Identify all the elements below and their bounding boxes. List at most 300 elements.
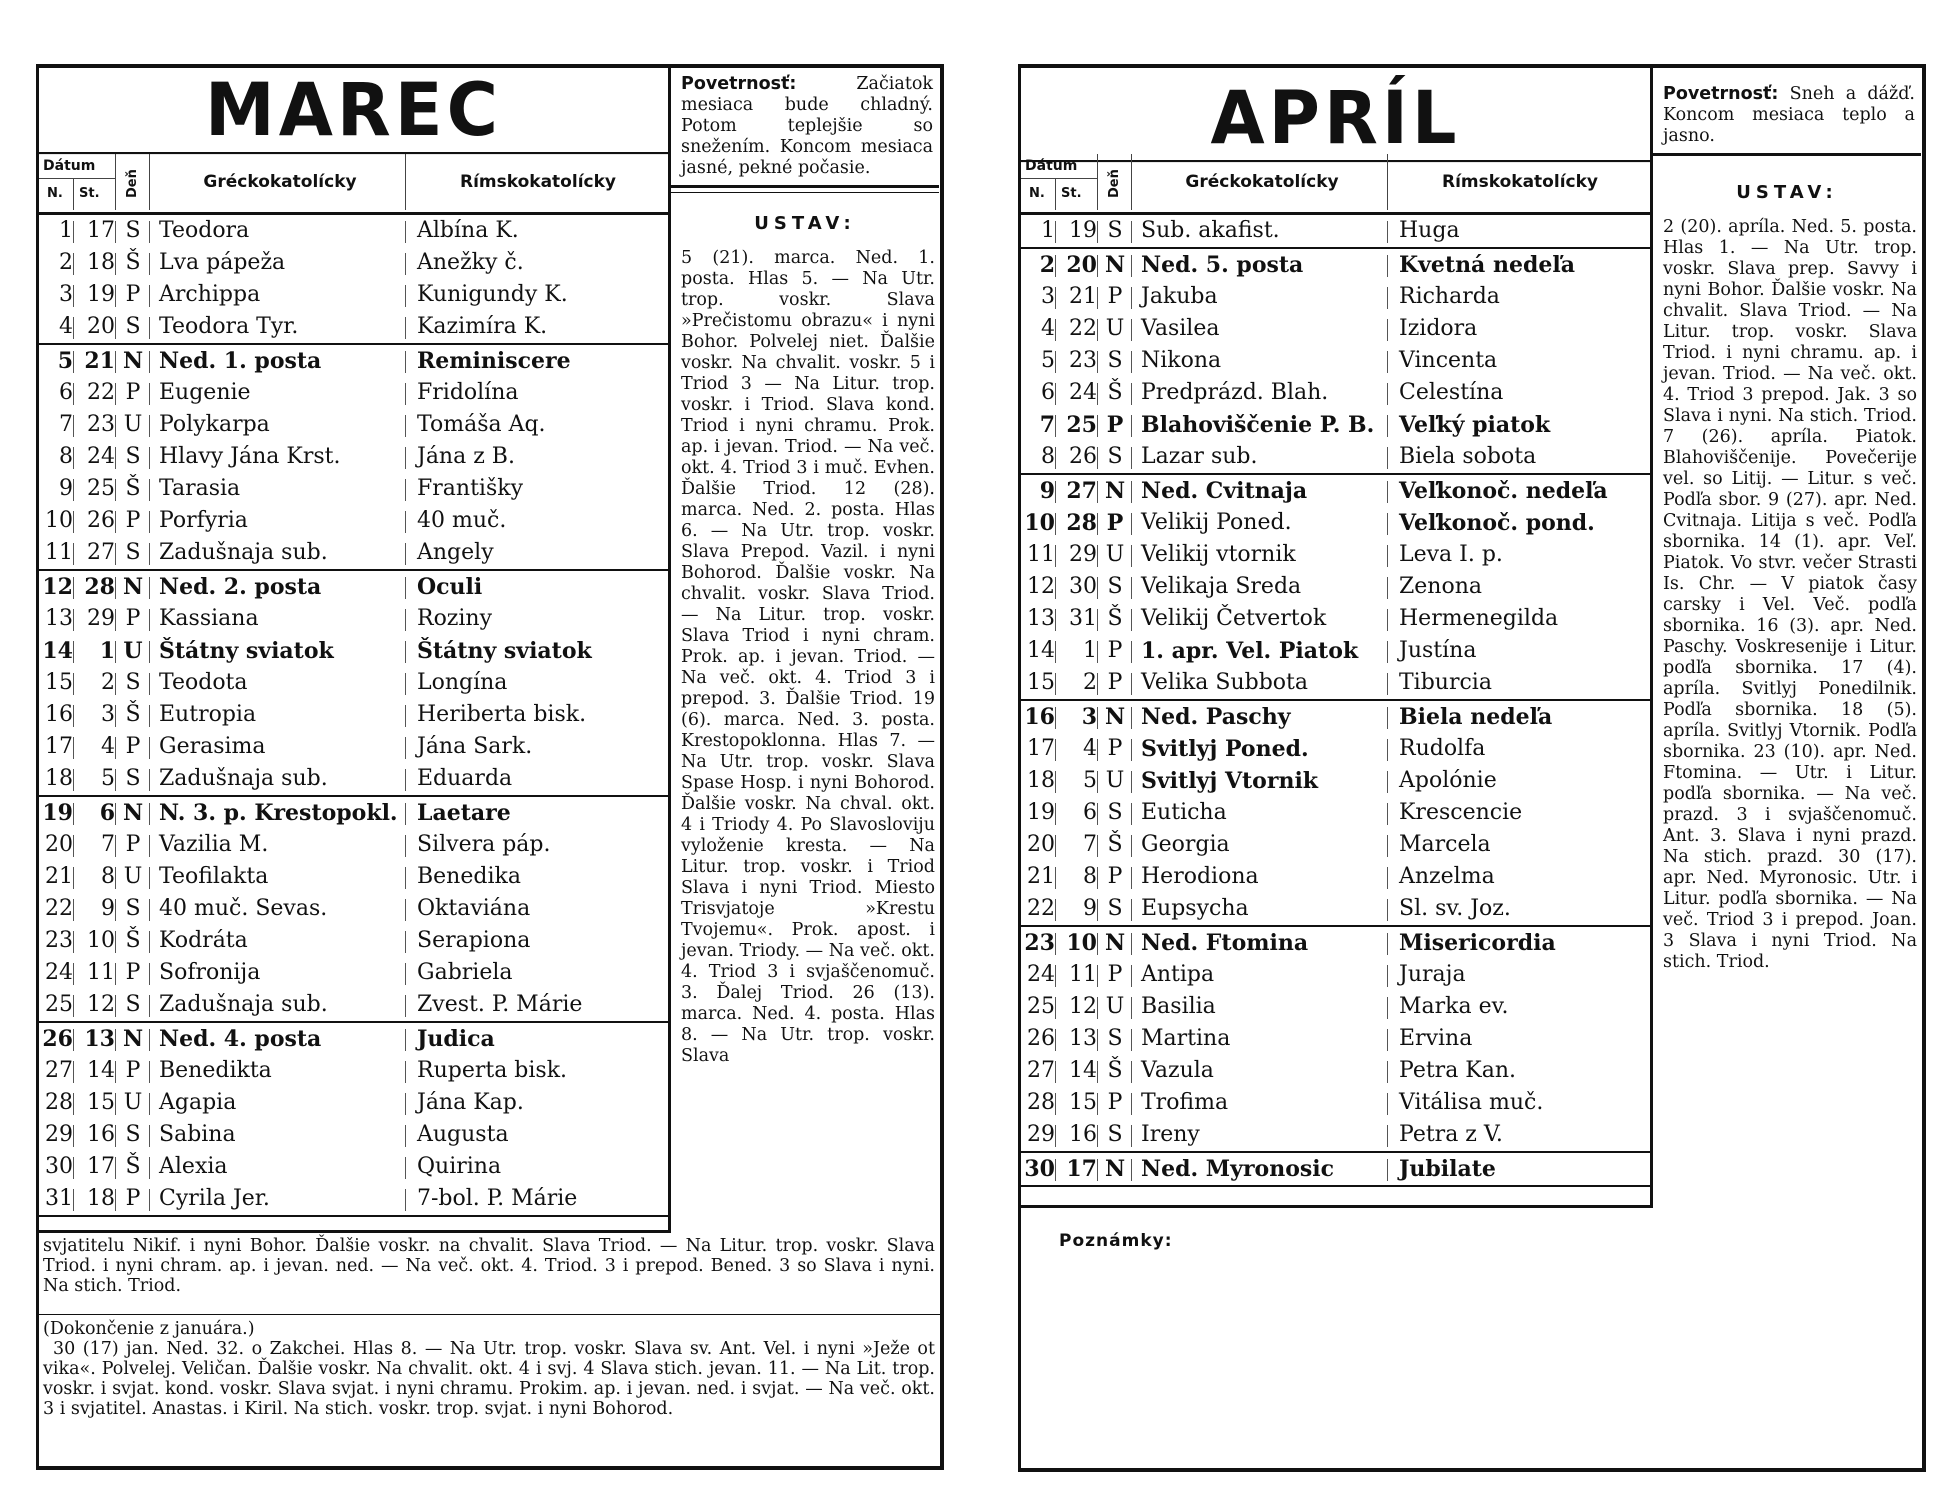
day-number: 18 xyxy=(1027,768,1055,793)
roman-catholic-saint: Albína K. xyxy=(417,218,519,243)
weekday-letter: N xyxy=(1104,478,1126,504)
greek-catholic-saint: Ned. 5. posta xyxy=(1141,252,1304,278)
month-title: MAREC xyxy=(39,66,668,154)
old-style-day: 7 xyxy=(1083,832,1097,857)
day-number: 10 xyxy=(1024,510,1055,536)
day-number: 4 xyxy=(1041,316,1055,341)
roman-catholic-saint: Veľký piatok xyxy=(1399,412,1551,438)
roman-catholic-saint: Sl. sv. Joz. xyxy=(1399,896,1511,921)
greek-catholic-saint: Ireny xyxy=(1141,1122,1200,1147)
day-row xyxy=(39,989,668,1021)
day-number: 10 xyxy=(45,508,73,533)
roman-catholic-saint: Silvera páp. xyxy=(417,832,551,857)
day-number: 21 xyxy=(45,864,73,889)
day-number: 22 xyxy=(45,896,73,921)
day-number: 8 xyxy=(1041,444,1055,469)
weekday-letter: P xyxy=(1107,670,1123,695)
old-style-day: 27 xyxy=(87,540,115,565)
old-style-day: 28 xyxy=(84,574,115,600)
roman-catholic-saint: Gabriela xyxy=(417,960,513,985)
day-row xyxy=(1021,377,1650,409)
greek-catholic-saint: Svitlyj Poned. xyxy=(1141,736,1309,762)
day-number: 11 xyxy=(45,540,73,565)
day-number: 28 xyxy=(45,1090,73,1115)
roman-catholic-saint: Vitálisa muč. xyxy=(1399,1090,1544,1115)
greek-catholic-saint: Agapia xyxy=(159,1090,237,1115)
day-number: 12 xyxy=(42,574,73,600)
day-row xyxy=(39,1183,668,1215)
old-style-day: 25 xyxy=(1066,412,1097,438)
week-block xyxy=(39,1023,668,1217)
roman-catholic-saint: Huga xyxy=(1399,218,1460,243)
roman-catholic-header: Rímskokatolícky xyxy=(1442,172,1598,192)
day-number: 13 xyxy=(1027,606,1055,631)
day-row xyxy=(1021,409,1650,441)
day-row xyxy=(39,1151,668,1183)
day-row xyxy=(1021,797,1650,829)
table-header xyxy=(39,150,668,215)
greek-catholic-saint: Teodora Tyr. xyxy=(159,314,299,339)
day-row xyxy=(1021,829,1650,861)
greek-catholic-saint: Euticha xyxy=(1141,800,1227,825)
weather-box xyxy=(671,68,939,188)
weekday-letter: S xyxy=(125,766,141,791)
day-number: 14 xyxy=(1027,638,1055,663)
weekday-letter: U xyxy=(123,412,143,437)
weekday-letter: N xyxy=(122,348,144,374)
old-style-day: 9 xyxy=(1083,896,1097,921)
day-number: 17 xyxy=(1027,736,1055,761)
roman-catholic-saint: Serapiona xyxy=(417,928,531,953)
greek-catholic-saint: Ned. 2. posta xyxy=(159,574,322,600)
greek-catholic-header: Gréckokatolícky xyxy=(203,172,357,192)
weekday-letter: U xyxy=(1105,994,1125,1019)
day-number: 7 xyxy=(1039,412,1055,438)
day-number: 5 xyxy=(57,348,73,374)
greek-catholic-saint: Teodora xyxy=(159,218,250,243)
week-block xyxy=(1021,701,1650,927)
previous-note-text: 30 (17) jan. Ned. 32. o Zakchei. Hlas 8. — Na Utr. trop. voskr. Slava sv. Ant. Vel. i nyni »Ježe ot vika«. Polvelej. Veličan. Ďalšie voskr. Na chvalit. okt. 4 i svj. 4 Slava stich. jevan. 11. — Na Lit. trop. voskr. i svjat. kond. voskr. Slava svjat. i nyni chramu. Prokim. ap. i jevan. ned. i svjat. — Na več. okt. 3 i svjatitel. Anastas. i Kiril. Na stich. voskr. trop. svjat. i nyni Bohorod. xyxy=(43,1339,935,1419)
week-block xyxy=(39,797,668,1023)
greek-catholic-saint: Ned. 4. posta xyxy=(159,1026,322,1052)
greek-catholic-saint: Lazar sub. xyxy=(1141,444,1258,469)
weekday-letter: S xyxy=(1107,574,1123,599)
old-style-day: 15 xyxy=(1069,1090,1097,1115)
new-style-header: N. xyxy=(1029,186,1045,201)
roman-catholic-header: Rímskokatolícky xyxy=(460,172,616,192)
weekday-letter: Š xyxy=(125,928,141,953)
old-style-day: 31 xyxy=(1069,606,1097,631)
previous-note-title: (Dokončenie z januára.) xyxy=(43,1319,255,1339)
greek-catholic-saint: Zadušnaja sub. xyxy=(159,540,328,565)
month-title: APRÍL xyxy=(1021,74,1650,162)
weekday-letter: P xyxy=(125,832,141,857)
old-style-day: 1 xyxy=(1083,638,1097,663)
day-row xyxy=(1021,281,1650,313)
old-style-day: 16 xyxy=(87,1122,115,1147)
old-style-day: 22 xyxy=(87,380,115,405)
greek-catholic-saint: Lva pápeža xyxy=(159,250,286,275)
new-style-header: N. xyxy=(47,186,63,201)
weekday-letter: U xyxy=(1105,768,1125,793)
day-row xyxy=(39,473,668,505)
weather-box xyxy=(1653,68,1921,156)
weekday-letter: P xyxy=(125,960,141,985)
day-number: 18 xyxy=(45,766,73,791)
greek-catholic-saint: Ned. Cvitnaja xyxy=(1141,478,1308,504)
day-row xyxy=(1021,571,1650,603)
day-number: 31 xyxy=(45,1186,73,1211)
weekday-letter: Š xyxy=(1107,1058,1123,1083)
day-number: 22 xyxy=(1027,896,1055,921)
greek-catholic-saint: Archippa xyxy=(159,282,261,307)
weekday-letter: S xyxy=(125,1122,141,1147)
day-number: 21 xyxy=(1027,864,1055,889)
week-block xyxy=(1021,475,1650,701)
weekday-letter: N xyxy=(1104,252,1126,278)
roman-catholic-saint: Justína xyxy=(1399,638,1477,663)
old-style-day: 5 xyxy=(1083,768,1097,793)
weekday-letter: P xyxy=(125,380,141,405)
old-style-day: 10 xyxy=(1066,930,1097,956)
day-number: 11 xyxy=(1027,542,1055,567)
day-number: 6 xyxy=(59,380,73,405)
weekday-letter: N xyxy=(122,1026,144,1052)
greek-catholic-saint: Gerasima xyxy=(159,734,266,759)
weekday-letter: Š xyxy=(1107,832,1123,857)
ustav-text: 2 (20). apríla. Ned. 5. posta. Hlas 1. — Na Utr. trop. voskr. Slava prep. Savvy i nyni Bohor. Ďalšie voskr. Na chvalit. Slava Triod. — Na Litur. trop. voskr. Slava Triod. i nyni chramu. ap. i jevan. Triod. — Na več. okt. 4. Triod 3 prepod. Jak. 3 so Slava i nyni. Na stich. Triod. 7 (26). apríla. Piatok. Blahoviščenije. Povečerije vel. so Litij. — Litur. s več. Podľa sbor. 9 (27). apr. Ned. Cvitnaja. Litija s več. Podľa sbornika. 14 (1). apr. Veľ. Piatok. Vo stvr. večer Strasti Is. Chr. — V piatok časy carsky i Vel. Več. podľa sbornika. 16 (3). apr. Ned. Paschy. Voskresenije i Litur. podľa sbornika. 17 (4). apríla. Svitlyj Ponedilnik. Podľa sbornika. 18 (5). apríla. Svitlyj Vtornik. Podľa sbornika. 23 (10). apr. Ned. Ftomina. — Utr. i Litur. podľa sbornika. — Na več. prazd. 3 i svjaščenomuč. Ant. 3. Slava i nyni prazd. Na stich. prazd. 30 (17). apr. Ned. Myronosic. Utr. i Litur. podľa sbornika. — Na več. Triod 3 i prepod. Joan. 3 Slava i nyni Triod. Na stich. Triod. xyxy=(1663,217,1917,972)
day-number: 29 xyxy=(1027,1122,1055,1147)
old-style-day: 9 xyxy=(101,896,115,921)
day-row xyxy=(1021,1087,1650,1119)
day-number: 12 xyxy=(1027,574,1055,599)
day-row xyxy=(39,247,668,279)
weekday-letter: P xyxy=(1107,736,1123,761)
old-style-day: 26 xyxy=(87,508,115,533)
weekday-letter: S xyxy=(125,444,141,469)
weekday-letter: P xyxy=(125,734,141,759)
old-style-day: 20 xyxy=(1066,252,1097,278)
day-number: 23 xyxy=(1024,930,1055,956)
ustav-continuation: svjatitelu Nikif. i nyni Bohor. Ďalšie voskr. na chvalit. Slava Triod. — Na Litur. trop. voskr. Slava Triod. i nyni chram. ap. i jevan. ned. — Na več. okt. 4. Triod. 3 i prepod. Bened. 3 so Slava i nyni. Na stich. Triod. xyxy=(39,1236,943,1315)
old-style-day: 21 xyxy=(1069,284,1097,309)
week-block xyxy=(1021,1153,1650,1187)
weekday-letter: P xyxy=(125,1186,141,1211)
old-style-day: 2 xyxy=(1083,670,1097,695)
greek-catholic-saint: Tarasia xyxy=(159,476,241,501)
april-page xyxy=(1018,64,1926,1472)
old-style-day: 6 xyxy=(99,800,115,826)
greek-catholic-saint: Ned. Myronosic xyxy=(1141,1156,1335,1182)
old-style-day: 2 xyxy=(101,670,115,695)
roman-catholic-saint: Anežky č. xyxy=(417,250,524,275)
old-style-day: 4 xyxy=(1083,736,1097,761)
roman-catholic-saint: Misericordia xyxy=(1399,930,1556,956)
day-number: 27 xyxy=(45,1058,73,1083)
day-row xyxy=(39,377,668,409)
day-number: 14 xyxy=(42,638,73,664)
weekday-letter: Š xyxy=(125,250,141,275)
day-row xyxy=(1021,249,1650,281)
roman-catholic-saint: Oktaviána xyxy=(417,896,531,921)
greek-catholic-saint: Porfyria xyxy=(159,508,248,533)
greek-catholic-saint: Ned. 1. posta xyxy=(159,348,322,374)
weekday-letter: S xyxy=(125,896,141,921)
day-number: 7 xyxy=(59,412,73,437)
weekday-letter: S xyxy=(125,314,141,339)
ustav-text: 5 (21). marca. Ned. 1. posta. Hlas 5. — Na Utr. trop. voskr. Slava »Prečistomu obrazu« i nyni Bohor. Polvelej niet. Ďalšie voskr. Na chvalit. voskr. 5 i Triod 3 — Na Litur. trop. voskr. i Triod. Slava kond. Triod i nyni chramu. Prok. ap. i jevan. Triod. — Na več. okt. 4. Triod 3 i muč. Evhen. Ďalšie Triod. 12 (28). marca. Ned. 2. posta. Hlas 6. — Na Utr. trop. voskr. Slava Prepod. Vazil. i nyni Bohorod. Ďalšie voskr. Na chvalit. voskr. Slava Triod. — Na Litur. trop. voskr. Slava Triod i nyni chram. Prok. ap. i jevan. Triod. — Na več. okt. 4. Triod 3 i prepod. 3. Ďalšie Triod. 19 (6). marca. Ned. 3. posta. Krestopoklonna. Hlas 7. — Na Utr. trop. voskr. Slava Spase Hosp. i nyni Bohorod. Ďalšie voskr. Na chval. okt. 4 i Triody 4. Po Slavosloviju vyloženie kresta. — Na Litur. trop. voskr. i Triod Slava i nyni Triod. Miesto Trisvjatoje »Krestu Tvojemu«. Prok. apost. i jevan. Triody. — Na več. okt. 4. Triod 3 i svjaščenomuč. 3. Ďalej Triod. 26 (13). marca. Ned. 4. posta. Hlas 8. — Na Utr. trop. voskr. Slava xyxy=(681,248,935,1066)
roman-catholic-saint: Celestína xyxy=(1399,380,1504,405)
old-style-day: 13 xyxy=(84,1026,115,1052)
weather-text: Začiatok mesiaca bude chladný. Potom teplejšie so snežením. Koncom mesiaca jasné, pekné počasie. xyxy=(681,74,933,178)
day-number: 4 xyxy=(59,314,73,339)
day-row xyxy=(39,699,668,731)
old-style-day: 7 xyxy=(101,832,115,857)
greek-catholic-saint: Teofilakta xyxy=(159,864,269,889)
old-style-day: 24 xyxy=(1069,380,1097,405)
day-row xyxy=(1021,1055,1650,1087)
week-block xyxy=(39,571,668,797)
greek-catholic-saint: Basilia xyxy=(1141,994,1216,1019)
greek-catholic-header: Gréckokatolícky xyxy=(1185,172,1339,192)
day-row xyxy=(39,1055,668,1087)
weekday-letter: P xyxy=(125,1058,141,1083)
weekday-letter: N xyxy=(1104,930,1126,956)
day-number: 3 xyxy=(59,282,73,307)
day-row xyxy=(1021,603,1650,635)
roman-catholic-saint: Biela nedeľa xyxy=(1399,704,1553,730)
roman-catholic-saint: Zvest. P. Márie xyxy=(417,992,583,1017)
day-number: 26 xyxy=(42,1026,73,1052)
roman-catholic-saint: Vincenta xyxy=(1399,348,1498,373)
weekday-letter: P xyxy=(125,282,141,307)
greek-catholic-saint: Kodráta xyxy=(159,928,248,953)
roman-catholic-saint: Petra z V. xyxy=(1399,1122,1503,1147)
roman-catholic-saint: 7-bol. P. Márie xyxy=(417,1186,578,1211)
greek-catholic-saint: Hlavy Jána Krst. xyxy=(159,444,341,469)
day-row xyxy=(39,505,668,537)
day-row xyxy=(1021,861,1650,893)
roman-catholic-saint: Františky xyxy=(417,476,523,501)
greek-catholic-saint: Sub. akafist. xyxy=(1141,218,1280,243)
greek-catholic-saint: Predprázd. Blah. xyxy=(1141,380,1329,405)
old-style-day: 15 xyxy=(87,1090,115,1115)
day-number: 19 xyxy=(42,800,73,826)
day-row xyxy=(39,441,668,473)
roman-catholic-saint: Roziny xyxy=(417,606,493,631)
greek-catholic-saint: Velikij Poned. xyxy=(1141,510,1292,535)
weekday-letter: S xyxy=(125,218,141,243)
weekday-letter: Š xyxy=(1107,606,1123,631)
old-style-day: 1 xyxy=(99,638,115,664)
old-style-day: 24 xyxy=(87,444,115,469)
greek-catholic-saint: Jakuba xyxy=(1141,284,1218,309)
weekday-letter: S xyxy=(1107,218,1123,243)
old-style-day: 20 xyxy=(87,314,115,339)
roman-catholic-saint: Augusta xyxy=(417,1122,509,1147)
day-row xyxy=(1021,635,1650,667)
day-number: 9 xyxy=(1039,478,1055,504)
roman-catholic-saint: Hermenegilda xyxy=(1399,606,1559,631)
day-row xyxy=(39,215,668,247)
roman-catholic-saint: Judica xyxy=(417,1026,495,1052)
day-number: 19 xyxy=(1027,800,1055,825)
day-number: 25 xyxy=(45,992,73,1017)
day-number: 29 xyxy=(45,1122,73,1147)
greek-catholic-saint: Sabina xyxy=(159,1122,236,1147)
roman-catholic-saint: Marka ev. xyxy=(1399,994,1509,1019)
weekday-letter: S xyxy=(125,540,141,565)
roman-catholic-saint: Richarda xyxy=(1399,284,1500,309)
weekday-letter: S xyxy=(125,992,141,1017)
weekday-letter: P xyxy=(1106,510,1124,536)
old-style-day: 29 xyxy=(87,606,115,631)
day-number: 3 xyxy=(1041,284,1055,309)
greek-catholic-saint: Svitlyj Vtornik xyxy=(1141,768,1319,794)
roman-catholic-saint: Heriberta bisk. xyxy=(417,702,587,727)
day-row xyxy=(39,893,668,925)
roman-catholic-saint: Fridolína xyxy=(417,380,519,405)
old-style-day: 19 xyxy=(1069,218,1097,243)
day-row xyxy=(39,1087,668,1119)
greek-catholic-saint: Zadušnaja sub. xyxy=(159,992,328,1017)
greek-catholic-saint: Vazilia M. xyxy=(159,832,269,857)
roman-catholic-saint: Juraja xyxy=(1399,962,1466,987)
greek-catholic-saint: Velika Subbota xyxy=(1141,670,1309,695)
old-style-day: 12 xyxy=(1069,994,1097,1019)
old-style-day: 27 xyxy=(1066,478,1097,504)
weekday-letter: P xyxy=(1107,962,1123,987)
april-calendar-table xyxy=(1021,68,1653,1208)
day-row xyxy=(39,409,668,441)
april-rows xyxy=(1021,215,1650,1187)
day-row xyxy=(1021,539,1650,571)
day-row xyxy=(39,311,668,343)
day-header: Deň xyxy=(1107,169,1122,199)
day-number: 28 xyxy=(1027,1090,1055,1115)
weekday-letter: S xyxy=(1107,444,1123,469)
weekday-letter: Š xyxy=(125,476,141,501)
old-style-day: 6 xyxy=(1083,800,1097,825)
weekday-letter: S xyxy=(1107,1122,1123,1147)
march-bottom-notes xyxy=(39,1236,943,1419)
march-page xyxy=(36,64,944,1470)
week-block xyxy=(39,345,668,571)
day-row xyxy=(1021,313,1650,345)
day-row xyxy=(39,925,668,957)
old-style-day: 16 xyxy=(1069,1122,1097,1147)
day-number: 25 xyxy=(1027,994,1055,1019)
old-style-day: 14 xyxy=(87,1058,115,1083)
old-style-day: 19 xyxy=(87,282,115,307)
previous-month-note xyxy=(39,1315,943,1419)
day-row xyxy=(1021,667,1650,699)
day-row xyxy=(1021,1119,1650,1151)
greek-catholic-saint: Vasilea xyxy=(1141,316,1220,341)
greek-catholic-saint: Alexia xyxy=(159,1154,228,1179)
day-row xyxy=(1021,959,1650,991)
day-row xyxy=(39,829,668,861)
day-row xyxy=(39,797,668,829)
roman-catholic-saint: Veľkonoč. pond. xyxy=(1399,510,1595,536)
day-row xyxy=(1021,345,1650,377)
old-style-day: 18 xyxy=(87,250,115,275)
roman-catholic-saint: Kazimíra K. xyxy=(417,314,548,339)
date-header: Dátum xyxy=(1025,158,1078,174)
weekday-letter: P xyxy=(125,508,141,533)
day-row xyxy=(39,1119,668,1151)
date-header: Dátum xyxy=(43,158,96,174)
old-style-day: 23 xyxy=(87,412,115,437)
day-row xyxy=(39,763,668,795)
old-style-day: 22 xyxy=(1069,316,1097,341)
greek-catholic-saint: Georgia xyxy=(1141,832,1230,857)
weekday-letter: S xyxy=(125,670,141,695)
old-style-day: 11 xyxy=(87,960,115,985)
greek-catholic-saint: Zadušnaja sub. xyxy=(159,766,328,791)
roman-catholic-saint: Reminiscere xyxy=(417,348,571,374)
roman-catholic-saint: Petra Kan. xyxy=(1399,1058,1517,1083)
greek-catholic-saint: Eugenie xyxy=(159,380,251,405)
greek-catholic-saint: Ned. Paschy xyxy=(1141,704,1291,730)
day-number: 30 xyxy=(45,1154,73,1179)
april-sidebar xyxy=(1653,68,1921,973)
weekday-letter: S xyxy=(1107,1026,1123,1051)
old-style-day: 23 xyxy=(1069,348,1097,373)
roman-catholic-saint: Tomáša Aq. xyxy=(417,412,546,437)
week-block xyxy=(1021,249,1650,475)
day-row xyxy=(39,861,668,893)
weekday-letter: Š xyxy=(1107,380,1123,405)
greek-catholic-saint: Sofronija xyxy=(159,960,261,985)
old-style-day: 29 xyxy=(1069,542,1097,567)
greek-catholic-saint: Cyrila Jer. xyxy=(159,1186,270,1211)
roman-catholic-saint: Jubilate xyxy=(1399,1156,1496,1182)
roman-catholic-saint: Rudolfa xyxy=(1399,736,1486,761)
day-number: 16 xyxy=(1024,704,1055,730)
weekday-letter: P xyxy=(1107,1090,1123,1115)
old-style-day: 5 xyxy=(101,766,115,791)
day-row xyxy=(39,537,668,569)
day-row xyxy=(39,603,668,635)
table-header xyxy=(1021,150,1650,215)
day-number: 6 xyxy=(1041,380,1055,405)
notes-label: Poznámky: xyxy=(1059,1231,1173,1251)
day-number: 26 xyxy=(1027,1026,1055,1051)
old-style-day: 3 xyxy=(1081,704,1097,730)
march-calendar-table xyxy=(39,68,671,1233)
day-number: 8 xyxy=(59,444,73,469)
day-row xyxy=(39,279,668,311)
roman-catholic-saint: Marcela xyxy=(1399,832,1491,857)
day-row xyxy=(39,635,668,667)
roman-catholic-saint: Izidora xyxy=(1399,316,1478,341)
greek-catholic-saint: Teodota xyxy=(159,670,248,695)
old-style-day: 11 xyxy=(1069,962,1097,987)
day-number: 20 xyxy=(1027,832,1055,857)
day-number: 30 xyxy=(1024,1156,1055,1182)
greek-catholic-saint: Velikij Četvertok xyxy=(1141,606,1327,631)
greek-catholic-saint: Blahoviščenie P. B. xyxy=(1141,412,1375,438)
greek-catholic-saint: Velikij vtornik xyxy=(1141,542,1296,567)
greek-catholic-saint: Eutropia xyxy=(159,702,257,727)
greek-catholic-saint: Trofima xyxy=(1141,1090,1229,1115)
day-header: Deň xyxy=(125,169,140,199)
roman-catholic-saint: Angely xyxy=(417,540,494,565)
day-row xyxy=(1021,893,1650,925)
roman-catholic-saint: Tiburcia xyxy=(1399,670,1492,695)
greek-catholic-saint: Nikona xyxy=(1141,348,1222,373)
